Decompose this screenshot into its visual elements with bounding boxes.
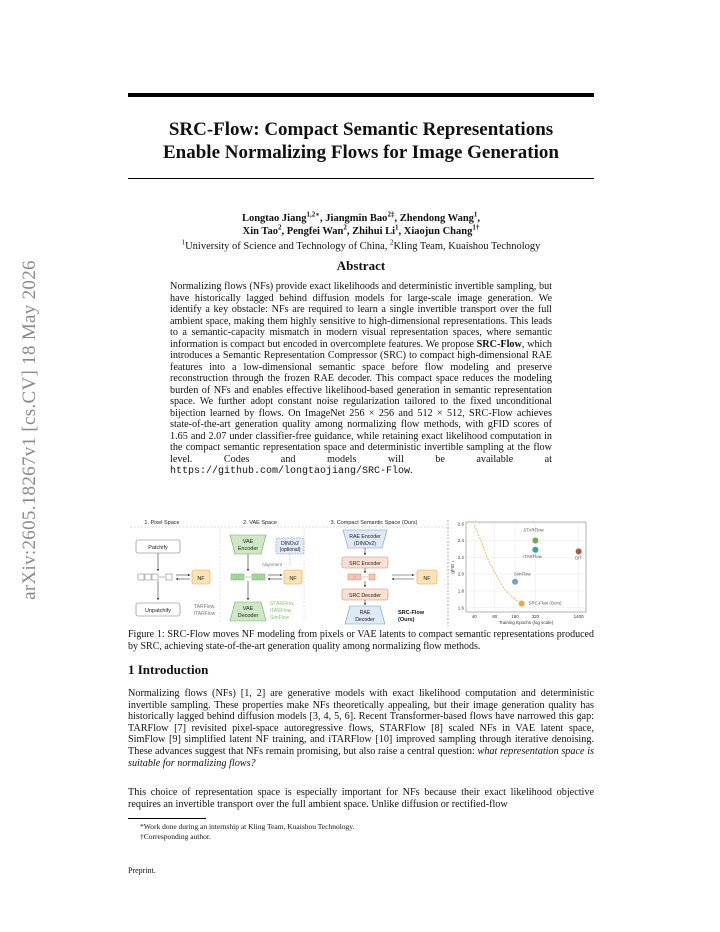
y-tick-label: 2.0 xyxy=(457,571,464,577)
y-tick-label: 2.6 xyxy=(457,521,464,527)
figure-1-svg xyxy=(128,516,594,628)
point-itarflow xyxy=(532,547,538,553)
affiliations: $^1$University of Science and Technology of China, $^2$Kling Team, Kuaishou Technology xyxy=(181,238,541,252)
footnote-rule xyxy=(128,818,206,819)
point-starflow xyxy=(532,537,538,543)
point-label: DiT xyxy=(575,555,582,561)
figure-caption: Figure 1: SRC-Flow moves NF modeling from pixels or VAE latents to compact semantic representations produced by SRC, achieving state-of-the-art generation quality among normalizing flow methods. xyxy=(128,629,594,652)
rae-encoder-label-1: RAE Encoder xyxy=(349,534,381,540)
patchify-label: Patchify xyxy=(148,545,168,551)
point-label: iTARFlow xyxy=(523,553,542,559)
footnote-1: *Work done during an internship at Kling Team, Kuaishou Technology. xyxy=(140,822,355,831)
dinov2-label-2: (optional) xyxy=(279,547,301,553)
vae-encoder-label-2: Encoder xyxy=(237,546,259,552)
point-simflow xyxy=(512,579,518,585)
y-tick-label: 1.8 xyxy=(457,588,464,594)
section-heading-introduction: 1 Introduction xyxy=(128,662,209,677)
dinov2-label-1: DINOv2 xyxy=(281,541,299,547)
y-tick-label: 2.4 xyxy=(457,538,464,544)
point-label: STARFlow xyxy=(523,527,544,533)
src-decoder-label: SRC Decoder xyxy=(348,593,382,599)
vae-methods-3: SimFlow xyxy=(270,615,290,621)
preprint-label: Preprint. xyxy=(128,866,156,875)
pixel-tokens xyxy=(138,574,172,580)
abstract-heading: Abstract xyxy=(336,258,386,273)
x-axis-label: Training Epochs (log scale) xyxy=(498,620,554,625)
alignment-label: Alignment xyxy=(261,562,282,567)
rae-encoder-label-2: (DINOv2) xyxy=(354,541,376,547)
unpatchify-label: Unpatchify xyxy=(145,608,171,614)
figure-1 xyxy=(128,516,594,628)
y-tick-label: 1.6 xyxy=(457,605,464,611)
nf-label-pixel: NF xyxy=(197,576,205,582)
title-line-2: Enable Normalizing Flows for Image Generation xyxy=(163,142,559,163)
rae-decoder-label-1: RAE xyxy=(359,610,371,616)
footnote-2: †Corresponding author. xyxy=(140,832,211,841)
ours-label-1: SRC-Flow xyxy=(398,610,424,616)
intro-paragraph-2: This choice of representation space is especially important for NFs because their exact likelihood objective requires an invertible transport over the full ambient space. Unlike diffusion or rectified-flow xyxy=(128,787,594,810)
pixel-methods-2: iTARFlow xyxy=(194,611,216,617)
diagram-col2-title: 2. VAE Space xyxy=(243,520,277,526)
point-label: SRC-Flow (Ours) xyxy=(528,600,562,606)
vae-decoder-label-2: Decoder xyxy=(237,613,259,619)
y-tick-label: 2.2 xyxy=(457,554,464,560)
authors-line-2: Xin Tao$^2$, Pengfei Wan$^2$, Zhihui Li$^1$, Xiaojun Chang$^{1\dagger}$ xyxy=(242,223,480,237)
vae-decoder-label-1: VAE xyxy=(242,606,254,612)
nf-label-vae: NF xyxy=(289,576,297,582)
arxiv-id: arXiv:2605.18267v1 [cs.CV] 18 May 2026 xyxy=(19,260,40,600)
diagram-col1-title: 1. Pixel Space xyxy=(144,520,180,526)
gfid-chart xyxy=(450,521,586,625)
paper-title xyxy=(128,118,594,164)
point-label: SimFlow xyxy=(514,571,531,577)
src-encoder-label: SRC Encoder xyxy=(349,561,381,567)
authors-block xyxy=(128,212,594,238)
title-bottom-rule xyxy=(128,178,594,179)
code-url-link[interactable]: https://github.com/longtaojiang/SRC-Flow xyxy=(170,466,411,477)
vae-methods-1: STARFlow, xyxy=(270,601,295,607)
arxiv-sidebar-stamp xyxy=(10,240,50,620)
diagram-col3-title: 3. Compact Semantic Space (Ours) xyxy=(330,520,418,526)
title-line-1: SRC-Flow: Compact Semantic Representations xyxy=(168,119,554,140)
nf-label-semantic: NF xyxy=(423,576,431,582)
x-tick-label: 160 xyxy=(511,614,519,619)
intro-paragraph-1: Normalizing flows (NFs) [1, 2] are generative models with exact likelihood computation and deterministic invertible sampling. These properties make NFs theoretically appealing, but their image generation quality has historically lagged behind diffusion models [3, 4, 5, 6]. Recent Transformer-based flows have narrowed this gap: TARFlow [7] revisited pixel-space autoregressive flows, STARFlow [8] scaled NFs in VAE latent space, SimFlow [9] simplified latent NF training, and iTARFlow [10] improved sampling through iterative denoising. These advances suggest that NFs remain promising, but also raise a central question: what representation space is suitable for normalizing flows? xyxy=(128,688,594,769)
ours-label-2: (Ours) xyxy=(398,617,415,623)
rae-decoder-label-2: Decoder xyxy=(355,617,375,623)
vae-encoder-label-1: VAE xyxy=(242,539,254,545)
y-axis-label: gFID ↓ xyxy=(450,560,455,574)
point-dit xyxy=(575,548,581,554)
semantic-tokens xyxy=(348,574,375,580)
vae-methods-2: iTARFlow, xyxy=(270,608,293,614)
x-tick-label: 320 xyxy=(531,614,540,619)
authors-line-1: Longtao Jiang$^{1,2∗}$, Jiangmin Bao$^{2\ddagger}$, Zhendong Wang$^1$, xyxy=(241,210,481,224)
x-tick-label: 80 xyxy=(492,614,498,619)
abstract-body: Normalizing flows (NFs) provide exact likelihoods and deterministic invertible sampling, but have historically lagged behind diffusion models for large-scale image generation. We identify a key obstacle: NFs are required to learn a single invertible transport over the full ambient space, making them highly sensitive to high-dimensional representations. This leads to a semantic-capacity mismatch in modern visual representation spaces, where semantic information is compact but encoded in overcomplete features. We propose SRC-Flow, which introduces a Semantic Representation Compressor (SRC) to compact high-dimensional RAE features into a low-dimensional semantic space before flow modeling and preserve reconstruction through the frozen RAE decoder. This compact space reduces the modeling burden of NFs and enables effective likelihood-based generation in semantic representation space. We further adopt constant noise regularization tailored to the fixed unconditional bijection learned by flows. On ImageNet 256 × 256 and 512 × 512, SRC-Flow achieves state-of-the-art generation quality among normalizing flow methods, with gFID scores of 1.65 and 2.07 under classifier-free guidance, while retaining exact likelihood computation in the compact semantic representation space and deterministic invertible sampling at the flow level. Codes and models will be available at https://github.com/longtaojiang/SRC-Flow. xyxy=(170,281,552,477)
point-src-flow-ours- xyxy=(518,600,524,606)
pixel-methods-1: TARFlow, xyxy=(194,604,216,610)
chart-frame xyxy=(466,522,586,612)
x-tick-label: 40 xyxy=(471,614,477,619)
x-tick-label: 1400 xyxy=(573,614,584,619)
title-top-rule xyxy=(128,93,594,97)
